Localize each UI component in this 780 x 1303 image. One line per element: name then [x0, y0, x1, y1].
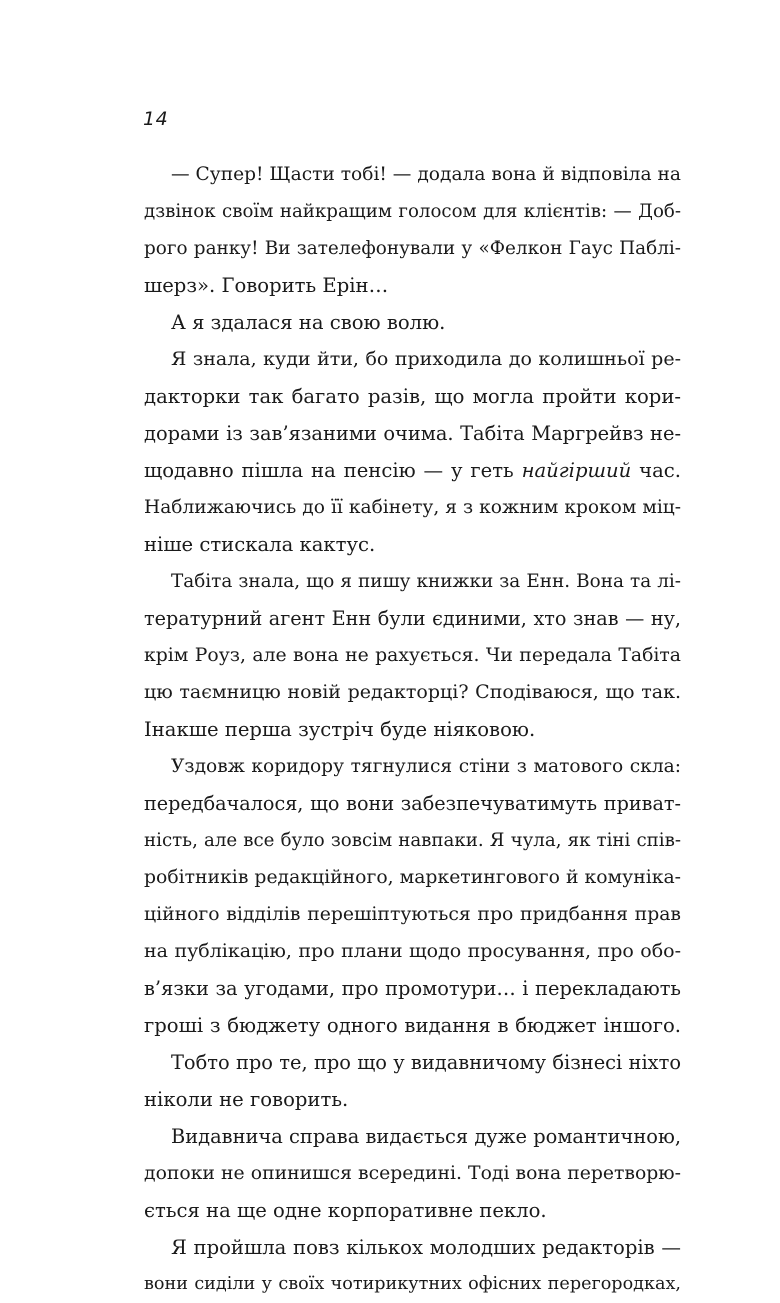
- text-line: вони сиділи у своїх чотирикутних офісних перегородках,: [144, 1274, 681, 1294]
- text-line: передбачалося, що вони забезпечуватимуть приват-: [144, 792, 681, 815]
- text-line: ніше стискала кактус.: [144, 533, 376, 556]
- text-line: робітників редакційного, маркетингового й комуніка-: [144, 867, 681, 888]
- text-line: тературний агент Енн були єдиними, хто знав — ну,: [144, 607, 681, 630]
- text-line: Я пройшла повз кількох молодших редакторів —: [171, 1236, 681, 1259]
- text-line: рого ранку! Ви зателефонували у «Фелкон Гаус Паблі-: [144, 238, 681, 259]
- body-text: [144, 156, 681, 1303]
- page-number: 14: [143, 108, 169, 130]
- text-line: дорами із зав’язаними очима. Табіта Маргрейвз не-: [144, 422, 681, 445]
- text-line: крім Роуз, але вона не рахується. Чи передала Табіта: [144, 645, 681, 666]
- text-line: цю таємницю новій редакторці? Сподіваюся, що так.: [144, 681, 681, 703]
- text-line: Видавнича справа видається дуже романтичною,: [171, 1125, 681, 1148]
- text-line: дакторки так багато разів, що могла пройти кори-: [144, 385, 681, 408]
- text-line: Я знала, куди йти, бо приходила до колишньої ре-: [171, 348, 681, 370]
- text-line: допоки не опинишся всередині. Тоді вона перетворю-: [144, 1163, 681, 1184]
- text-line: Тобто про те, про що у видавничому бізнесі ніхто: [171, 1051, 681, 1074]
- text-line: А я здалася на свою волю.: [171, 311, 446, 334]
- emphasized-word: найгірший: [521, 459, 632, 482]
- text-line-segment: щодавно пішла на пенсію — у геть: [144, 459, 522, 482]
- text-line: — Супер! Щасти тобі! — додала вона й відповіла на: [171, 164, 681, 185]
- text-line: [144, 452, 681, 489]
- text-line: ніколи не говорить.: [144, 1088, 349, 1111]
- text-line: Уздовж коридору тягнулися стіни з матового скла:: [171, 756, 681, 777]
- text-line: на публікацію, про плани щодо просування, про обо-: [144, 940, 681, 962]
- text-line: Інакше перша зустріч буде ніяковою.: [144, 718, 536, 741]
- text-line: ється на ще одне корпоративне пекло.: [144, 1199, 547, 1222]
- text-line: гроші з бюджету одного видання в бюджет іншого.: [144, 1014, 681, 1037]
- text-line: ційного відділів перешіптуються про придбання прав: [144, 904, 681, 925]
- text-line: Наближаючись до її кабінету, я з кожним кроком міц-: [144, 497, 681, 518]
- text-line: шерз». Говорить Ерін…: [144, 274, 389, 297]
- text-line-segment: час.: [639, 459, 681, 482]
- text-line: дзвінок своїм найкращим голосом для клієнтів: — Доб-: [144, 201, 681, 222]
- text-line: Табіта знала, що я пишу книжки за Енн. Вона та лі-: [171, 571, 681, 592]
- text-line: в’язки за угодами, про промотури… і перекладають: [144, 977, 681, 1000]
- text-line: ність, але все було зовсім навпаки. Я чула, як тіні спів-: [144, 830, 681, 851]
